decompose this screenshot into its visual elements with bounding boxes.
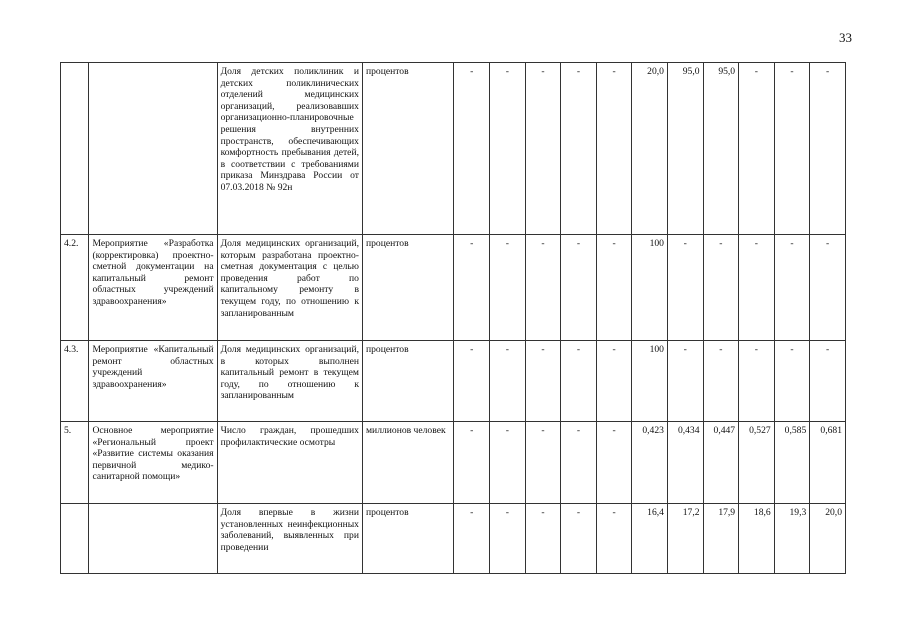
value-cell: - xyxy=(525,63,561,235)
value-cell: - xyxy=(596,422,632,504)
value-cell: 20,0 xyxy=(632,63,668,235)
value-cell: - xyxy=(525,341,561,422)
value-cell: 20,0 xyxy=(810,504,846,574)
value-cell: - xyxy=(454,235,490,341)
value-cell: - xyxy=(774,235,810,341)
value-cell: - xyxy=(739,341,775,422)
page-number: 33 xyxy=(839,30,852,45)
value-cell: - xyxy=(774,63,810,235)
indicators-table xyxy=(60,62,846,574)
value-cell: 0,434 xyxy=(667,422,703,504)
indicator-name: Доля медицинских организаций, которым разработана проектно-сметная документация с целью проведения работ по капитальному ремонту в текущем году, по отношению к запланированным xyxy=(217,235,362,341)
value-cell: - xyxy=(454,63,490,235)
value-cell: - xyxy=(454,422,490,504)
value-cell: - xyxy=(596,504,632,574)
value-cell: - xyxy=(739,235,775,341)
value-cell: 16,4 xyxy=(632,504,668,574)
value-cell: - xyxy=(561,63,597,235)
value-cell: - xyxy=(561,422,597,504)
table-row xyxy=(61,235,846,341)
value-cell: 95,0 xyxy=(667,63,703,235)
value-cell: - xyxy=(596,341,632,422)
indicator-name: Доля впервые в жизни установленных неинфекционных заболеваний, выявленных при проведении xyxy=(217,504,362,574)
value-cell: - xyxy=(490,63,526,235)
row-number xyxy=(61,504,89,574)
value-cell: - xyxy=(454,504,490,574)
value-cell: - xyxy=(561,235,597,341)
value-cell: - xyxy=(703,235,739,341)
indicator-name: Число граждан, прошедших профилактические осмотры xyxy=(217,422,362,504)
value-cell: 95,0 xyxy=(703,63,739,235)
value-cell: 0,527 xyxy=(739,422,775,504)
value-cell: - xyxy=(490,235,526,341)
value-cell: - xyxy=(810,63,846,235)
value-cell: - xyxy=(561,504,597,574)
unit: процентов xyxy=(362,504,454,574)
value-cell: - xyxy=(525,422,561,504)
value-cell: - xyxy=(810,341,846,422)
unit: процентов xyxy=(362,235,454,341)
measure-name: Мероприятие «Капитальный ремонт областных учреждений здравоохранения» xyxy=(89,341,217,422)
row-number: 5. xyxy=(61,422,89,504)
value-cell: 100 xyxy=(632,235,668,341)
value-cell: - xyxy=(490,504,526,574)
table-row xyxy=(61,341,846,422)
row-number xyxy=(61,63,89,235)
unit: миллионов человек xyxy=(362,422,454,504)
value-cell: - xyxy=(810,235,846,341)
value-cell: - xyxy=(739,63,775,235)
value-cell: - xyxy=(667,235,703,341)
value-cell: - xyxy=(596,63,632,235)
value-cell: 17,9 xyxy=(703,504,739,574)
value-cell: - xyxy=(596,235,632,341)
unit: процентов xyxy=(362,341,454,422)
value-cell: - xyxy=(703,341,739,422)
value-cell: - xyxy=(561,341,597,422)
value-cell: 0,447 xyxy=(703,422,739,504)
indicator-name: Доля медицинских организаций, в которых выполнен капитальный ремонт в текущем году, по отношению к запланированным xyxy=(217,341,362,422)
value-cell: 0,681 xyxy=(810,422,846,504)
measure-name xyxy=(89,504,217,574)
value-cell: - xyxy=(525,504,561,574)
value-cell: - xyxy=(774,341,810,422)
measure-name xyxy=(89,63,217,235)
measure-name: Мероприятие «Разработка (корректировка) проектно-сметной документации на капитальный ремонт областных учреждений здравоохранения» xyxy=(89,235,217,341)
value-cell: 0,585 xyxy=(774,422,810,504)
value-cell: - xyxy=(454,341,490,422)
value-cell: 0,423 xyxy=(632,422,668,504)
measure-name: Основное мероприятие «Региональный проект «Развитие системы оказания первичной медико-санитарной помощи» xyxy=(89,422,217,504)
value-cell: - xyxy=(490,422,526,504)
table-row xyxy=(61,422,846,504)
value-cell: 19,3 xyxy=(774,504,810,574)
value-cell: - xyxy=(490,341,526,422)
table-row xyxy=(61,63,846,235)
value-cell: - xyxy=(525,235,561,341)
unit: процентов xyxy=(362,63,454,235)
value-cell: 18,6 xyxy=(739,504,775,574)
value-cell: 100 xyxy=(632,341,668,422)
row-number: 4.3. xyxy=(61,341,89,422)
indicator-name: Доля детских поликлиник и детских поликлинических отделений медицинских организаций, реализовавших организационно-планировочные решения внутренних пространств, обеспечивающих комфортность пребывания детей, в соответствии с требованиями приказа Минздрава России от 07.03.2018 № 92н xyxy=(217,63,362,235)
table-row xyxy=(61,504,846,574)
value-cell: 17,2 xyxy=(667,504,703,574)
value-cell: - xyxy=(667,341,703,422)
row-number: 4.2. xyxy=(61,235,89,341)
